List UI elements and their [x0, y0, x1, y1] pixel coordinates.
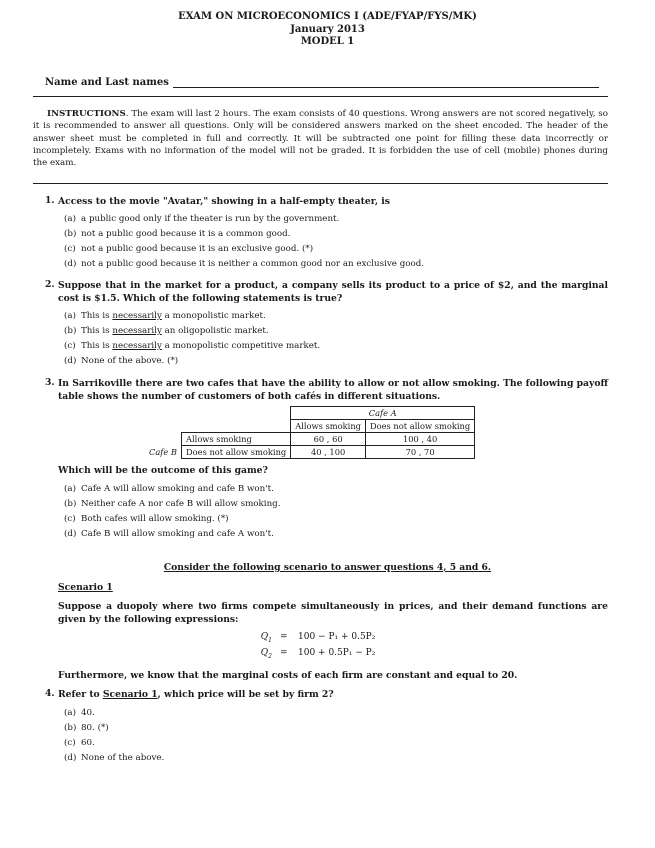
scenario-intro: Consider the following scenario to answer questions 4, 5 and 6. — [163, 562, 492, 573]
payoff-table — [145, 406, 475, 459]
option-b: (b) This is necessarily an oligopolistic market. — [64, 326, 269, 336]
scenario-after: Furthermore, we know that the marginal costs of each firm are constant and equal to 20. — [58, 670, 518, 681]
row-header: Allows smoking — [182, 433, 291, 446]
option-d: (d) not a public good because it is neither a common good nor an exclusive good. — [64, 259, 425, 269]
row-player-label: Cafe B — [149, 447, 178, 457]
column-header: Allows smoking — [291, 420, 366, 433]
option-b: (b) 80. (*) — [64, 723, 109, 733]
question-text: Suppose that in the market for a product, a company sells its product to a price of $2, and the marginal cost is $1.5. Which of the following statements is true? — [58, 280, 608, 304]
table-cell: 70 , 70 — [365, 446, 474, 459]
option-c: (c) not a public good because it is an exclusive good. (*) — [64, 244, 314, 254]
instructions-heading: INSTRUCTIONS — [47, 109, 126, 119]
instructions — [33, 108, 608, 169]
question-number: 4. — [45, 688, 55, 699]
exam-header — [0, 11, 655, 49]
exam-date: January 2013 — [290, 23, 365, 35]
table-cell: 100 , 40 — [365, 433, 474, 446]
name-row — [45, 77, 599, 88]
option-d: (d) None of the above. — [64, 753, 165, 763]
option-d: (d) None of the above. (*) — [64, 356, 179, 366]
option-a: (a) a public good only if the theater is run by the government. — [64, 214, 340, 224]
option-c: (c) Both cafes will allow smoking. (*) — [64, 514, 229, 524]
table-cell: 60 , 60 — [291, 433, 366, 446]
option-b: (b) not a public good because it is a common good. — [64, 229, 291, 239]
column-header: Does not allow smoking — [365, 420, 474, 433]
question-text: Access to the movie "Avatar," showing in a half-empty theater, is — [58, 196, 390, 207]
option-c: (c) This is necessarily a monopolistic competitive market. — [64, 341, 321, 351]
question-followup: Which will be the outcome of this game? — [58, 465, 268, 476]
name-field-line[interactable] — [173, 78, 599, 88]
question-text: In Sarrikoville there are two cafes that have the ability to allow or not allow smoking. The following payoff table shows the number of customers of both cafés in different situations. — [58, 378, 608, 402]
option-a: (a) Cafe A will allow smoking and cafe B won't. — [64, 484, 274, 494]
name-label: Name and Last names — [45, 77, 169, 88]
question-number: 2. — [45, 279, 55, 290]
option-c: (c) 60. — [64, 738, 95, 748]
question-number: 3. — [45, 377, 55, 388]
scenario-reference: Scenario 1 — [102, 689, 158, 700]
row-header: Does not allow smoking — [182, 446, 291, 459]
option-d: (d) Cafe B will allow smoking and cafe A won't. — [64, 529, 274, 539]
option-a: (a) 40. — [64, 708, 95, 718]
table-cell: 40 , 100 — [291, 446, 366, 459]
exam-model: MODEL 1 — [300, 36, 355, 47]
option-a: (a) This is necessarily a monopolistic market. — [64, 311, 266, 321]
divider-bottom — [33, 183, 608, 184]
option-b: (b) Neither cafe A nor cafe B will allow smoking. — [64, 499, 281, 509]
exam-title: EXAM ON MICROECONOMICS I (ADE/FYAP/FYS/MK) — [178, 11, 477, 22]
exam-page: EXAM ON MICROECONOMICS I (ADE/FYAP/FYS/MK) January 2013 MODEL 1 Name and Last names INSTRUCTIONS. The exam will last 2 hours. The exam consists of 40 questions. Wrong answers are not scored negatively, so it is recommended to answer all questions. Only will be considered answers marked on the sheet encoded. The header of the answer sheet must be completed in full and correctly. It will be subtracted one point for filling these data incorrectly or incompletely. Exams with no information of the model will not be graded. It is forbidden the use of cell (mobile) phones during the exam. 1. Access to the movie "Avatar," showing in a half-empty theater, is (a) a public good only if the theater is run by the government. (b) not a public good because it is a common good. (c) not a public good because it is an exclusive good. (*) (d) not a public good because it is neither a common good nor an exclusive good. 2. Suppose that in the market for a product, a company sells its product to a price of $2, and the marginal cost is $1.5. Which of the following statements is true? (a) This is necessarily a monopolistic market. (b) This is necessarily an oligopolistic market. (c) This is necessarily a monopolistic competitive market. (d) None of the above. (*) 3. In Sarrikoville there are two cafes that have the ability to allow or not allow smoking. The following payoff table shows the number of customers of both cafés in different situations. Cafe A Allows smoking Does not allow smoking Allows smoking 60 , 60 100 , 40 Cafe B Does not allow smoking 40 , 100 70 , 70 Which will be the outcome of this game? (a) Cafe A will allow smoking and cafe B won't. (b) Neither cafe A nor cafe B will allow smoking. (c) Both cafes will allow smoking. (*) (d) Cafe B will allow smoking and cafe A won't. Consider the following scenario to answer questions 4, 5 and 6. Scenario 1 Suppose a duopoly where two firms compete simultaneously in prices, and their demand functions are given by the following expressions: $Q_1$ = 100 − P₁ + 0.5P₂ $Q_2$ = 100 + 0.5P₁ − P₂ Furthermore, we know that the marginal costs of each firm are constant and equal to 20. 4. Refer to Scenario 1, which price will be set by firm 2? (a) 40. (b) 80. (*) (c) 60. (d) None of the above. — [0, 0, 655, 848]
divider-top — [33, 96, 608, 97]
scenario-title: Scenario 1 — [58, 582, 113, 593]
question-text: Refer to Scenario 1, which price will be set by firm 2? — [58, 689, 334, 700]
instructions-text: . The exam will last 2 hours. The exam consists of 40 questions. Wrong answers are not scored negatively, so it is recommended to answer all questions. Only will be considered answers marked on the sheet encoded. The header of the answer sheet must be completed in full and correctly. It will be subtracted one point for filling these data incorrectly or incompletely. Exams with no information of the model will not be graded. It is forbidden the use of cell (mobile) phones during the exam. — [33, 109, 608, 169]
column-player-label: Cafe A — [291, 407, 475, 420]
question-number: 1. — [45, 195, 55, 206]
scenario-text: Suppose a duopoly where two firms compete simultaneously in prices, and their demand functions are given by the following expressions: — [58, 601, 608, 625]
